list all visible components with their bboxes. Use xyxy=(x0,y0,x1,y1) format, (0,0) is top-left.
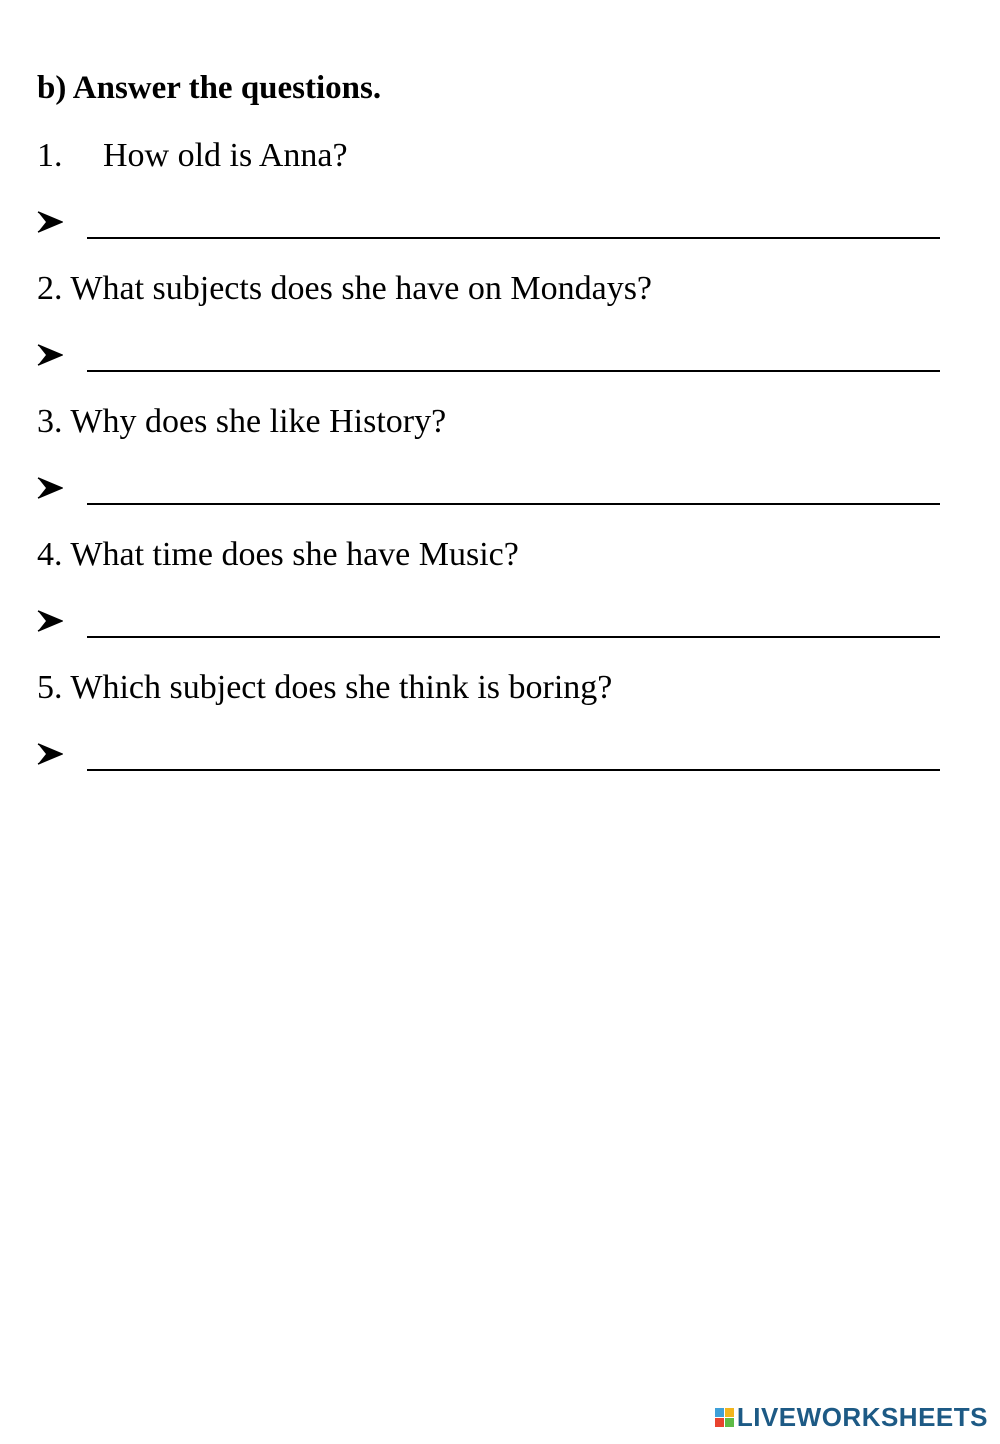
question-text: How old is Anna? xyxy=(103,137,348,174)
question-number: 1. xyxy=(37,137,63,174)
question-4 xyxy=(37,535,519,575)
question-text: What subjects does she have on Mondays? xyxy=(70,270,653,307)
liveworksheets-mark-icon xyxy=(715,1408,734,1427)
worksheet-heading: b) Answer the questions. xyxy=(37,70,382,106)
question-1 xyxy=(37,136,348,176)
answer-line-5[interactable] xyxy=(37,735,940,775)
mark-square xyxy=(715,1418,724,1427)
answer-blank[interactable] xyxy=(87,769,940,771)
question-number: 2. xyxy=(37,270,63,307)
arrow-bullet-icon xyxy=(37,211,63,233)
answer-blank[interactable] xyxy=(87,237,940,239)
question-text: What time does she have Music? xyxy=(70,536,519,573)
question-text: Which subject does she think is boring? xyxy=(70,669,613,706)
answer-blank[interactable] xyxy=(87,370,940,372)
answer-line-4[interactable] xyxy=(37,602,940,642)
mark-square xyxy=(725,1418,734,1427)
question-number: 3. xyxy=(37,403,63,440)
question-2 xyxy=(37,269,652,309)
question-3 xyxy=(37,402,446,442)
question-number: 4. xyxy=(37,536,63,573)
answer-blank[interactable] xyxy=(87,503,940,505)
question-number: 5. xyxy=(37,669,63,706)
answer-line-3[interactable] xyxy=(37,469,940,509)
question-5 xyxy=(37,668,612,708)
arrow-bullet-icon xyxy=(37,743,63,765)
mark-square xyxy=(715,1408,724,1417)
liveworksheets-logo xyxy=(715,1402,988,1432)
question-text: Why does she like History? xyxy=(70,403,447,440)
answer-blank[interactable] xyxy=(87,636,940,638)
arrow-bullet-icon xyxy=(37,477,63,499)
mark-square xyxy=(725,1408,734,1417)
arrow-bullet-icon xyxy=(37,344,63,366)
arrow-bullet-icon xyxy=(37,610,63,632)
answer-line-2[interactable] xyxy=(37,336,940,376)
liveworksheets-wordmark: LIVEWORKSHEETS xyxy=(736,1402,988,1432)
answer-line-1[interactable] xyxy=(37,203,940,243)
